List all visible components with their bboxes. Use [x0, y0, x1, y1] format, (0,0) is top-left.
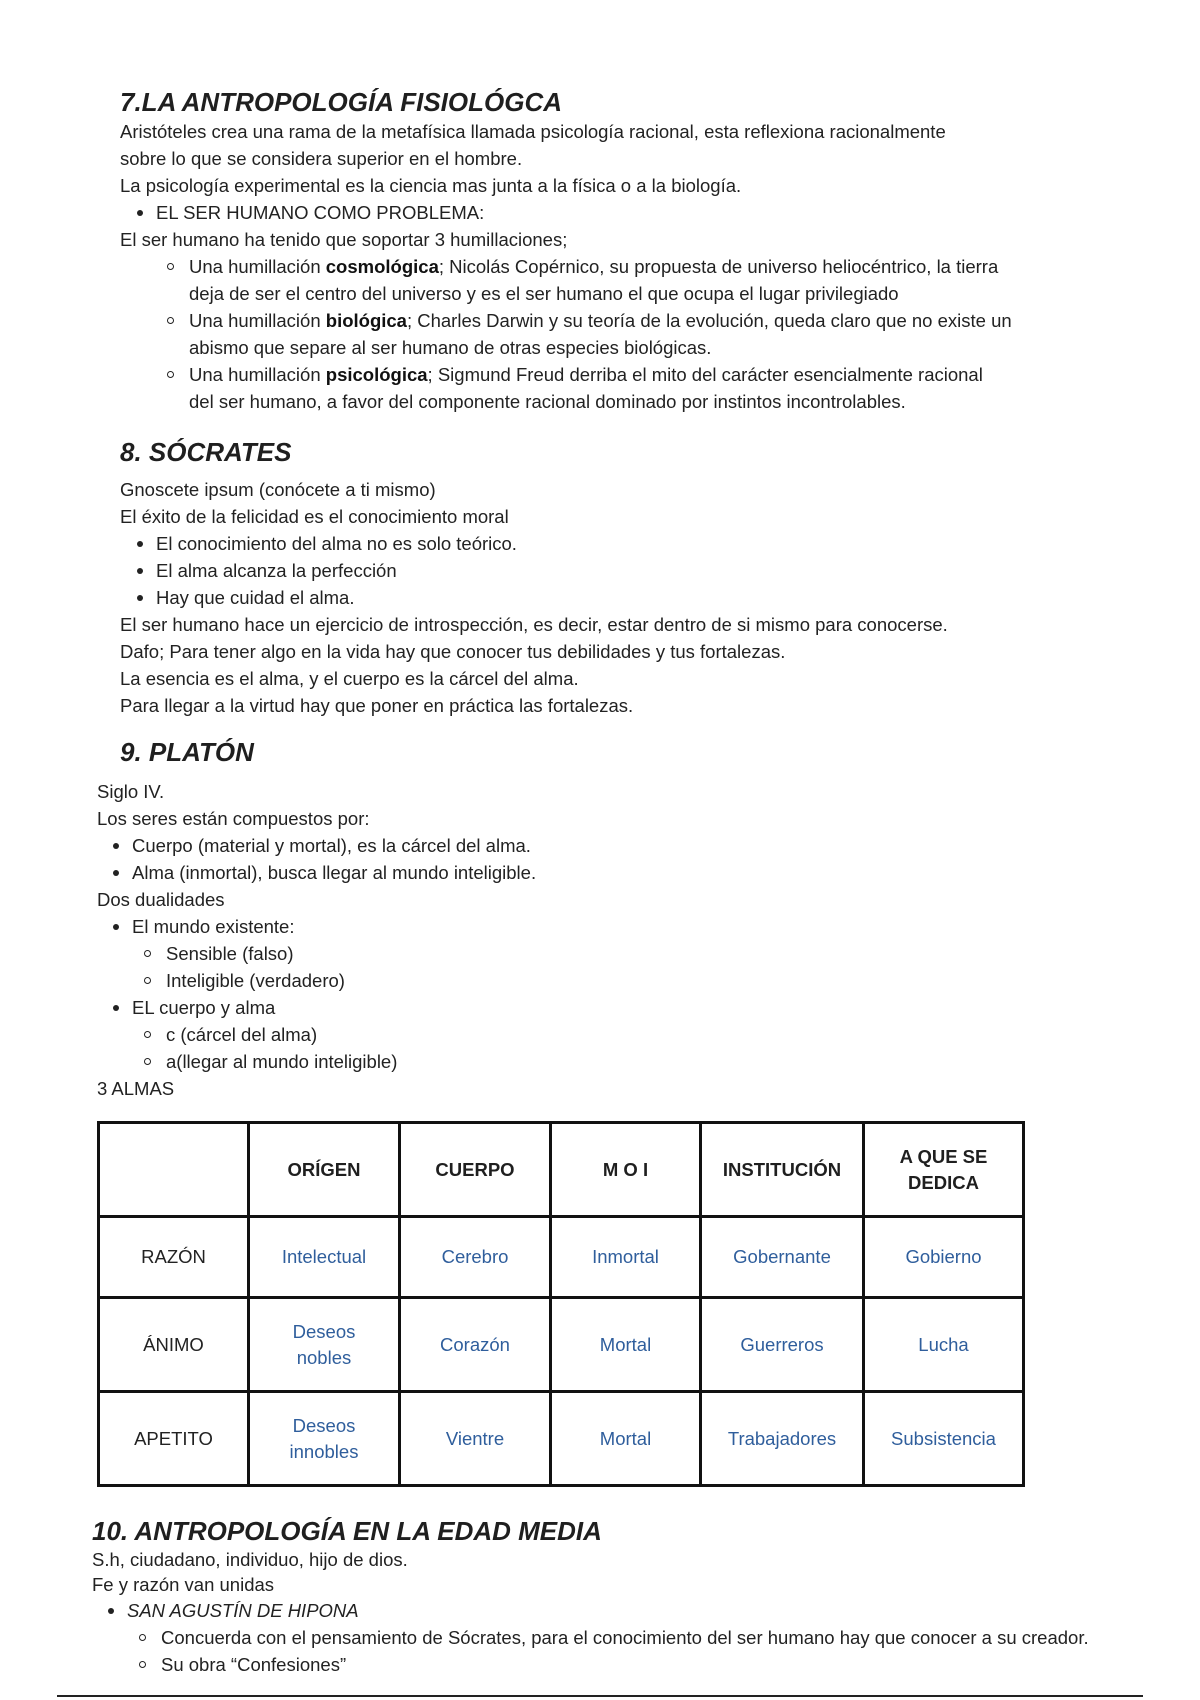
bullet-list: [92, 1597, 1172, 1678]
table-cell: Subsistencia: [864, 1392, 1024, 1486]
table-cell: Cerebro: [400, 1217, 551, 1298]
paragraph: S.h, ciudadano, individuo, hijo de dios.: [92, 1549, 408, 1570]
bullet-list: [97, 832, 1097, 886]
sub-list: [132, 1021, 1097, 1075]
page-bottom-divider: [57, 1695, 1143, 1697]
paragraph: Siglo IV.: [97, 781, 165, 802]
section-9: [97, 736, 1097, 1102]
table-header-cell: [99, 1123, 249, 1217]
table-row: [99, 1392, 1024, 1486]
table-row: [99, 1298, 1024, 1392]
list-item: a(llegar al mundo inteligible): [166, 1048, 1097, 1075]
table-row-header: RAZÓN: [99, 1217, 249, 1298]
bullet-list: [120, 199, 1120, 226]
paragraph: La psicología experimental es la ciencia mas junta a la física o a la biología.: [120, 175, 742, 196]
list-item: EL SER HUMANO COMO PROBLEMA:: [156, 199, 1120, 226]
table-header-cell: INSTITUCIÓN: [701, 1123, 864, 1217]
list-item: Hay que cuidad el alma.: [156, 584, 1120, 611]
list-item: Su obra “Confesiones”: [161, 1651, 1172, 1678]
paragraph: El ser humano hace un ejercicio de introspección, es decir, estar dentro de si mismo para conocerse.: [120, 614, 948, 635]
list-item: SAN AGUSTÍN DE HIPONA Concuerda con el pensamiento de Sócrates, para el conocimiento del ser humano hay que conocer a su creador. Su obra “Confesiones”: [127, 1597, 1172, 1678]
section-9-title: 9. PLATÓN: [120, 737, 254, 767]
list-item: Cuerpo (material y mortal), es la cárcel del alma.: [132, 832, 1097, 859]
table-header-row: [99, 1123, 1024, 1217]
table-cell: Corazón: [400, 1298, 551, 1392]
table-row: [99, 1217, 1024, 1298]
table-cell: Deseos innobles: [249, 1392, 400, 1486]
paragraph: Para llegar a la virtud hay que poner en práctica las fortalezas.: [120, 695, 634, 716]
table-cell: Mortal: [551, 1392, 701, 1486]
section-8-title: 8. SÓCRATES: [120, 437, 292, 467]
paragraph: El éxito de la felicidad es el conocimiento moral: [120, 506, 509, 527]
list-item: Alma (inmortal), busca llegar al mundo inteligible.: [132, 859, 1097, 886]
table-header-cell: ORÍGEN: [249, 1123, 400, 1217]
list-item: Inteligible (verdadero): [166, 967, 1097, 994]
table-header-cell: M O I: [551, 1123, 701, 1217]
paragraph: Los seres están compuestos por:: [97, 808, 370, 829]
table-cell: Inmortal: [551, 1217, 701, 1298]
paragraph: La esencia es el alma, y el cuerpo es la cárcel del alma.: [120, 668, 579, 689]
list-item: El mundo existente: Sensible (falso) Inteligible (verdadero): [132, 913, 1097, 994]
humiliations-list: [120, 253, 1120, 415]
section-10-title: 10. ANTROPOLOGÍA EN LA EDAD MEDIA: [92, 1516, 602, 1546]
list-item: Una humillación cosmológica; Nicolás Copérnico, su propuesta de universo heliocéntrico, la tierra deja de ser el centro del universo y es el ser humano el que ocupa el lugar privilegiado: [189, 253, 1120, 307]
three-souls-table: [97, 1121, 1025, 1487]
paragraph: Dos dualidades: [97, 889, 225, 910]
list-item: c (cárcel del alma): [166, 1021, 1097, 1048]
paragraph: Aristóteles crea una rama de la metafísica llamada psicología racional, esta reflexiona racionalmente sobre lo que se considera superior en el hombre.: [120, 121, 946, 169]
bullet-list: [120, 530, 1120, 611]
paragraph: Dafo; Para tener algo en la vida hay que conocer tus debilidades y tus fortalezas.: [120, 641, 786, 662]
table-cell: Gobierno: [864, 1217, 1024, 1298]
list-item: El conocimiento del alma no es solo teórico.: [156, 530, 1120, 557]
table-cell: Lucha: [864, 1298, 1024, 1392]
table-header-cell: A QUE SE DEDICA: [864, 1123, 1024, 1217]
section-7-title: 7.LA ANTROPOLOGÍA FISIOLÓGCA: [120, 87, 562, 117]
table-cell: Mortal: [551, 1298, 701, 1392]
table-cell: Gobernante: [701, 1217, 864, 1298]
section-8: [120, 436, 1120, 719]
list-item: Concuerda con el pensamiento de Sócrates, para el conocimiento del ser humano hay que conocer a su creador.: [161, 1624, 1172, 1651]
paragraph: Fe y razón van unidas: [92, 1574, 275, 1595]
sub-list: [132, 940, 1097, 994]
list-item: Una humillación biológica; Charles Darwin y su teoría de la evolución, queda claro que no existe un abismo que separe al ser humano de otras especies biológicas.: [189, 307, 1120, 361]
section-7: [120, 86, 1120, 415]
table-row-header: APETITO: [99, 1392, 249, 1486]
bullet-list: [97, 913, 1097, 1075]
list-item: EL cuerpo y alma c (cárcel del alma) a(llegar al mundo inteligible): [132, 994, 1097, 1075]
sub-list: [127, 1624, 1172, 1678]
paragraph: El ser humano ha tenido que soportar 3 humillaciones;: [120, 229, 568, 250]
section-10: [92, 1515, 1172, 1678]
table-row-header: ÁNIMO: [99, 1298, 249, 1392]
table-cell: Intelectual: [249, 1217, 400, 1298]
table-cell: Deseos nobles: [249, 1298, 400, 1392]
table-header-cell: CUERPO: [400, 1123, 551, 1217]
table-cell: Vientre: [400, 1392, 551, 1486]
list-item: El alma alcanza la perfección: [156, 557, 1120, 584]
list-item: Sensible (falso): [166, 940, 1097, 967]
paragraph: Gnoscete ipsum (conócete a ti mismo): [120, 479, 436, 500]
table-cell: Guerreros: [701, 1298, 864, 1392]
table-cell: Trabajadores: [701, 1392, 864, 1486]
paragraph: 3 ALMAS: [97, 1078, 175, 1099]
list-item: Una humillación psicológica; Sigmund Freud derriba el mito del carácter esencialmente racional del ser humano, a favor del componente racional dominado por instintos incontrolables.: [189, 361, 1120, 415]
